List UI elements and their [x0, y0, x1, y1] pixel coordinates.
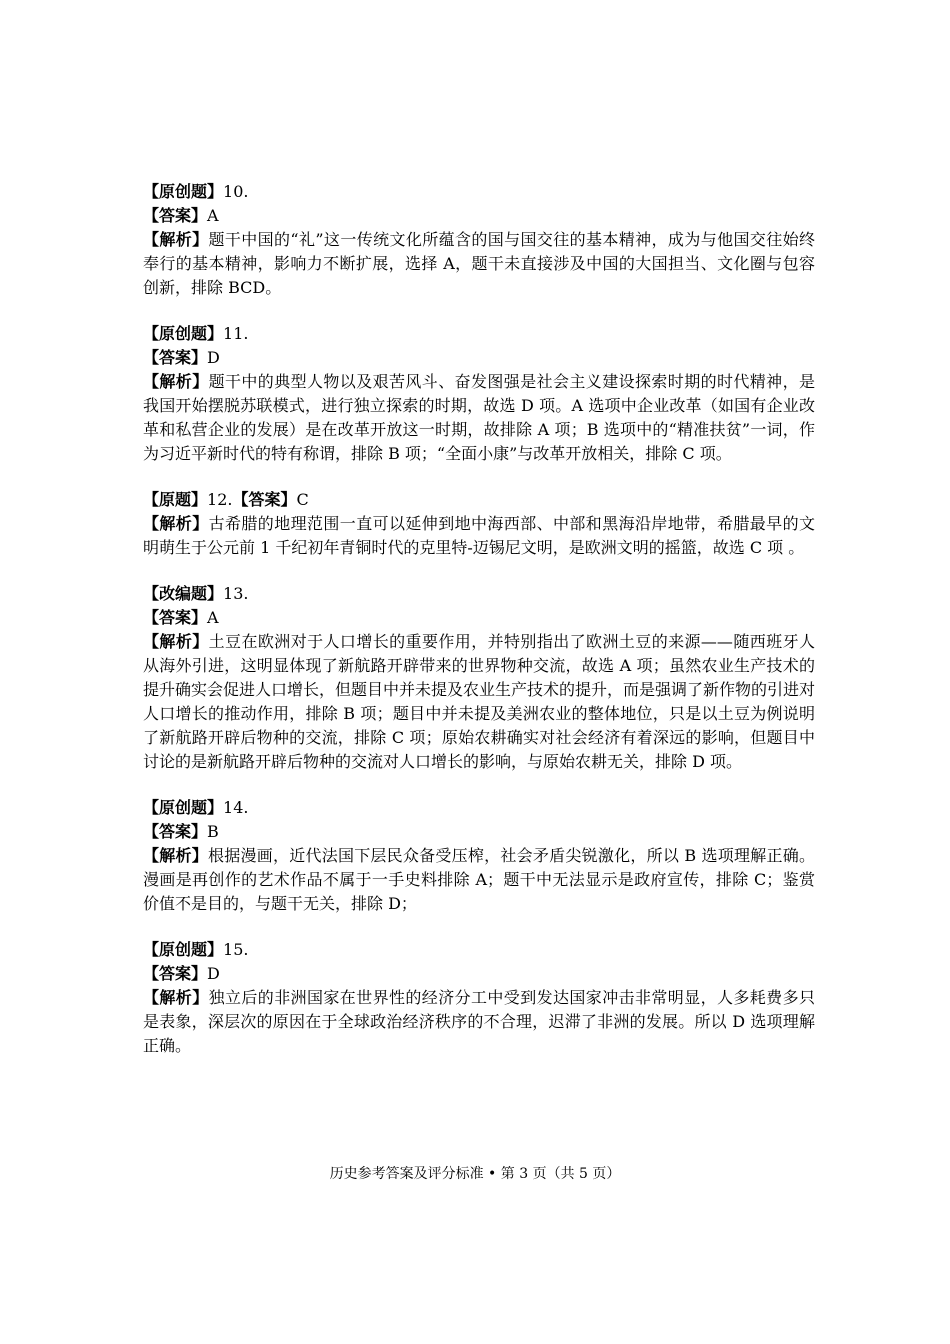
question-14-block: [143, 796, 815, 916]
answer-label: 【答案】: [143, 822, 208, 841]
analysis-label: 【解析】: [143, 988, 209, 1007]
question-12-analysis: [143, 512, 815, 560]
question-11-analysis: [143, 370, 815, 466]
question-15-heading: [143, 938, 815, 962]
question-number: 13.: [223, 584, 249, 603]
answer-value: D: [207, 964, 220, 983]
question-10-heading: [143, 180, 815, 204]
question-number: 15.: [223, 940, 249, 959]
question-15-answer: [143, 962, 815, 986]
question-13-heading: [143, 582, 815, 606]
answer-value: B: [207, 822, 219, 841]
question-12-heading: [143, 488, 815, 512]
page-footer: 历史参考答案及评分标准 • 第 3 页（共 5 页）: [329, 1166, 621, 1182]
question-type-label: 【原题】: [143, 490, 208, 509]
question-type-label: 【改编题】: [143, 584, 224, 603]
question-14-answer: [143, 820, 815, 844]
question-number: 10.: [223, 182, 249, 201]
question-10-block: [143, 180, 815, 300]
question-11-block: [143, 322, 815, 466]
answer-value: A: [207, 608, 219, 627]
question-15-analysis: [143, 986, 815, 1058]
answer-label: 【答案】: [143, 608, 208, 627]
question-12-block: [143, 488, 815, 560]
question-11-answer: [143, 346, 815, 370]
question-10-analysis: [143, 228, 815, 300]
question-type-label: 【原创题】: [143, 940, 224, 959]
analysis-label: 【解析】: [143, 846, 208, 865]
answer-value: C: [296, 490, 309, 509]
question-type-label: 【原创题】: [143, 182, 224, 201]
question-number: 12.: [207, 490, 233, 509]
answer-label: 【答案】: [232, 490, 297, 509]
answer-label: 【答案】: [143, 206, 208, 225]
question-14-analysis: [143, 844, 815, 916]
question-type-label: 【原创题】: [143, 798, 224, 817]
answer-label: 【答案】: [143, 348, 208, 367]
question-15-block: [143, 938, 815, 1058]
analysis-label: 【解析】: [143, 230, 209, 249]
question-type-label: 【原创题】: [143, 324, 224, 343]
analysis-text: 土豆在欧洲对于人口增长的重要作用，并特别指出了欧洲土豆的来源——随西班牙人从海外引进，这明显体现了新航路开辟带来的世界物种交流，故选 A 项；虽然农业生产技术的提升确实会促进人口增长，但题目中并未提及农业生产技术的提升，而是强调了新作物的引进对人口增长的推动作用，排除 B 项；题目中并未提及美洲农业的整体地位，只是以土豆为例说明了新航路开辟后物种的交流，排除 C 项；原始农耕确实对社会经济有着深远的影响，但题目中讨论的是新航路开辟后物种的交流对人口增长的影响，与原始农耕无关，排除 D 项。: [143, 632, 816, 771]
analysis-label: 【解析】: [143, 514, 209, 533]
question-13-block: [143, 582, 815, 774]
analysis-label: 【解析】: [143, 632, 209, 651]
question-number: 14.: [223, 798, 249, 817]
question-13-analysis: [143, 630, 815, 774]
question-11-heading: [143, 322, 815, 346]
answer-key-content: [143, 180, 815, 1080]
answer-value: A: [207, 206, 219, 225]
analysis-text: 古希腊的地理范围一直可以延伸到地中海西部、中部和黑海沿岸地带，希腊最早的文明萌生于公元前 1 千纪初年青铜时代的克里特-迈锡尼文明，是欧洲文明的摇篮，故选 C 项 。: [143, 514, 815, 557]
question-number: 11.: [223, 324, 249, 343]
answer-value: D: [207, 348, 220, 367]
analysis-text: 独立后的非洲国家在世界性的经济分工中受到发达国家冲击非常明显，人多耗费多只是表象，深层次的原因在于全球政治经济秩序的不合理，迟滞了非洲的发展。所以 D 选项理解正确。: [143, 988, 815, 1055]
answer-label: 【答案】: [143, 964, 208, 983]
analysis-text: 根据漫画，近代法国下层民众备受压榨，社会矛盾尖锐激化，所以 B 选项理解正确。漫画是再创作的艺术作品不属于一手史料排除 A；题干中无法显示是政府宣传，排除 C；鉴赏价值不是目的，与题干无关，排除 D；: [143, 846, 815, 913]
analysis-text: 题干中的典型人物以及艰苦风斗、奋发图强是社会主义建设探索时期的时代精神，是我国开始摆脱苏联模式，进行独立探索的时期，故选 D 项。A 选项中企业改革（如国有企业改革和私营企业的发展）是在改革开放这一时期，故排除 A 项；B 选项中的“精准扶贫”一词，作为习近平新时代的特有称谓，排除 B 项；“全面小康”与改革开放相关，排除 C 项。: [143, 372, 815, 463]
analysis-text: 题干中国的“礼”这一传统文化所蕴含的国与国交往的基本精神，成为与他国交往始终奉行的基本精神，影响力不断扩展，选择 A，题干未直接涉及中国的大国担当、文化圈与包容创新，排除 BCD。: [143, 230, 815, 297]
analysis-label: 【解析】: [143, 372, 209, 391]
question-13-answer: [143, 606, 815, 630]
question-14-heading: [143, 796, 815, 820]
question-10-answer: [143, 204, 815, 228]
